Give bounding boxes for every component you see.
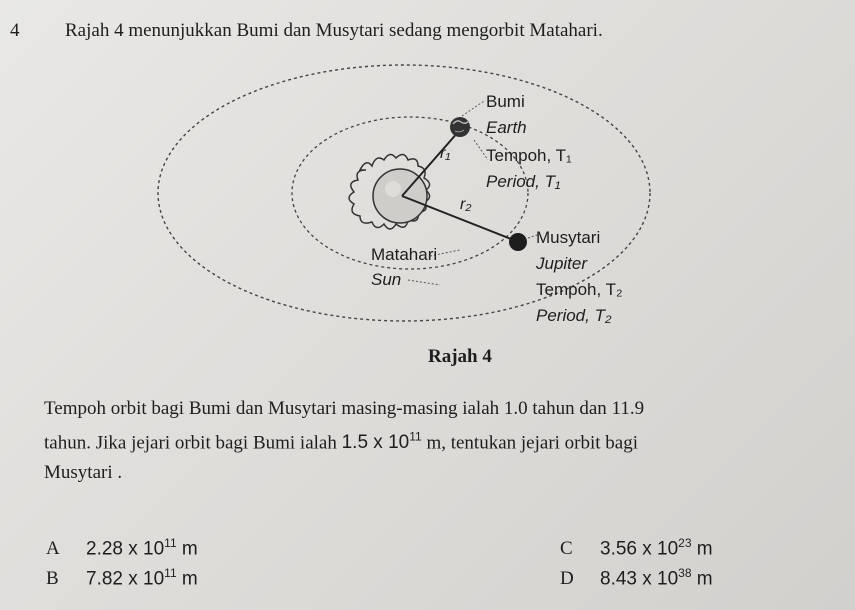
figure-caption: Rajah 4	[428, 346, 492, 367]
label-period1-ms: Tempoh, T₁	[486, 146, 572, 165]
label-period2-en: Period, T₂	[536, 306, 612, 325]
question-stem: Rajah 4 menunjukkan Bumi dan Musytari sedang mengorbit Matahari.	[65, 20, 603, 41]
r2-line	[402, 196, 516, 241]
question-text-line2: tahun. Jika jejari orbit bagi Bumi ialah 1.5 x $10^{11}$ m, tentukan jejari orbit bagi	[44, 430, 639, 454]
option-a[interactable]: A 2.28 x $10^{11}$ m	[46, 536, 198, 560]
earth-icon	[450, 117, 470, 137]
question-text-line1: Tempoh orbit bagi Bumi dan Musytari masing-masing ialah 1.0 tahun dan 11.9	[44, 398, 645, 419]
label-sun-ms: Matahari	[371, 245, 438, 264]
label-r2: r₂	[460, 196, 472, 213]
question-text-line3: Musytari .	[44, 462, 123, 483]
sun-icon	[349, 154, 430, 229]
r1-line	[402, 131, 459, 196]
label-jupiter-en: Jupiter	[536, 254, 588, 273]
label-earth-ms: Bumi	[486, 92, 525, 111]
question-number: 4	[10, 20, 20, 41]
label-sun-en: Sun	[371, 270, 402, 289]
label-r1: r₁	[440, 145, 451, 162]
option-d[interactable]: D 8.43 x $10^{38}$ m	[560, 566, 713, 590]
label-jupiter-ms: Musytari	[536, 228, 601, 247]
option-c[interactable]: C 3.56 x $10^{23}$ m	[560, 536, 713, 560]
option-b[interactable]: B 7.82 x $10^{11}$ m	[46, 566, 198, 590]
jupiter-icon	[509, 233, 527, 251]
label-period1-en: Period, T₁	[486, 172, 561, 191]
label-period2-ms: Tempoh, T₂	[536, 280, 623, 299]
label-earth-en: Earth	[486, 118, 527, 137]
